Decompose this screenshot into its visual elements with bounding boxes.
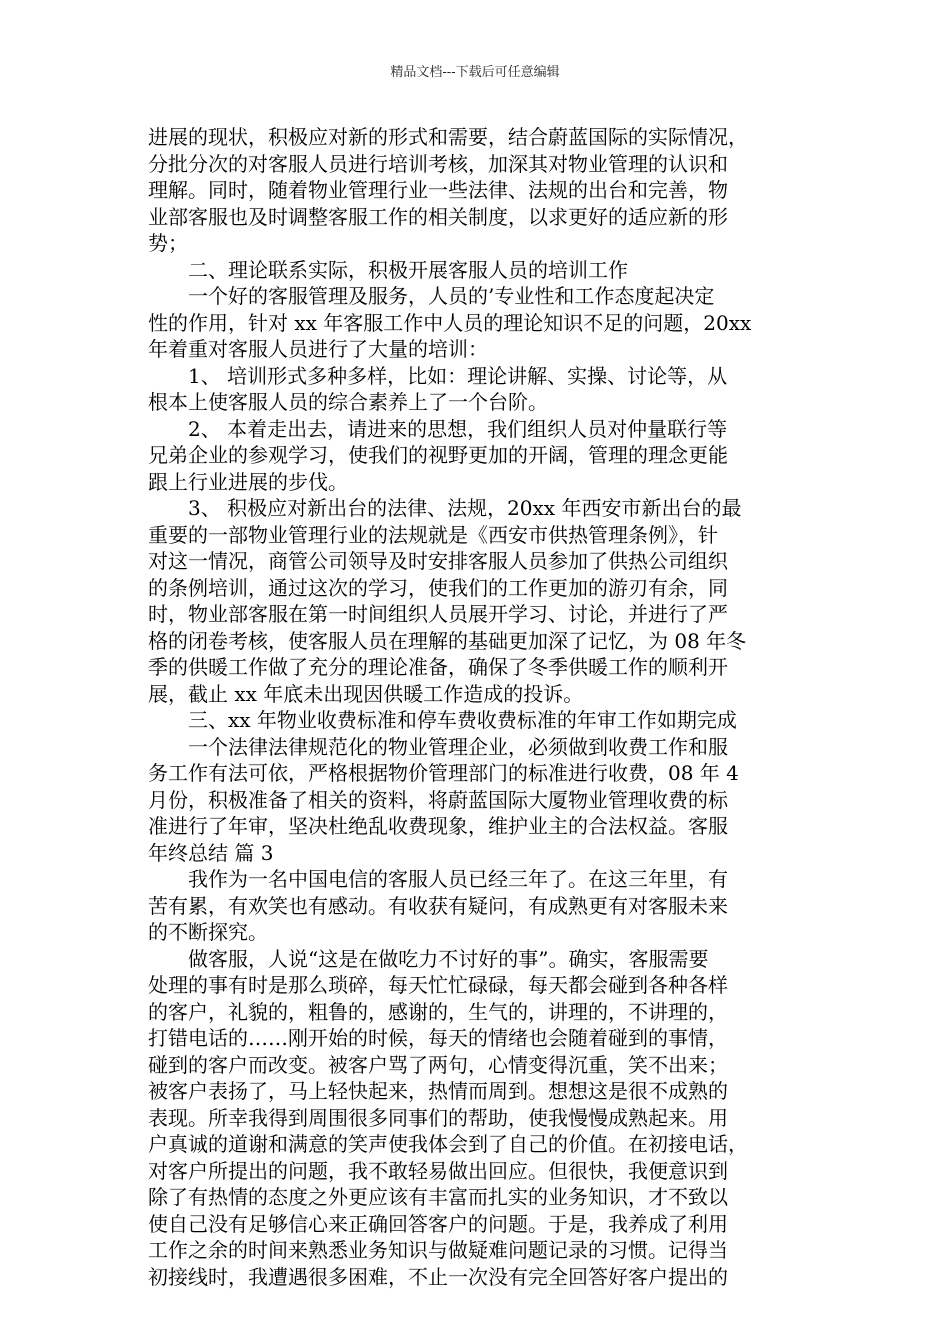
- text-line: 被客户表扬了，马上轻快起来，热情而周到。想想这是很不成熟的: [148, 1079, 728, 1103]
- text-line: 年着重对客服人员进行了大量的培训：: [148, 337, 488, 361]
- text-line: 除了有热情的态度之外更应该有丰富而扎实的业务知识，才不致以: [148, 1185, 728, 1209]
- text-line: 做客服，人说“这是在做吃力不讨好的事”。确实，客服需要: [188, 946, 709, 971]
- text-line: 碰到的客户而改变。被客户骂了两句，心情变得沉重，笑不出来；: [148, 1052, 728, 1077]
- text-line: 三、xx 年物业收费标准和停车费收费标准的年审工作如期完成: [188, 708, 737, 732]
- text-line: 二、理论联系实际，积极开展客服人员的培训工作: [188, 257, 628, 282]
- text-line: 业部客服也及时调整客服工作的相关制度，以求更好的适应新的形: [148, 204, 728, 229]
- page-header: 精品文档---下载后可任意编辑: [390, 65, 560, 80]
- text-line: 苦有累，有欢笑也有感动。有收获有疑问，有成熟更有对客服未来: [148, 893, 728, 918]
- text-line: 月份，积极准备了相关的资料，将蔚蓝国际大厦物业管理收费的标: [148, 787, 728, 812]
- text-line: 2、 本着走出去，请进来的思想，我们组织人员对仲量联行等: [188, 416, 728, 441]
- text-line: 户真诚的道谢和满意的笑声使我体会到了自己的价值。在初接电话，: [148, 1132, 748, 1156]
- text-line: 使自己没有足够信心来正确回答客户的问题。于是，我养成了利用: [148, 1211, 728, 1236]
- text-line: 的不断探究。: [148, 920, 268, 944]
- text-line: 处理的事有时是那么琐碎，每天忙忙碌碌，每天都会碰到各种各样: [148, 973, 728, 997]
- text-line: 打错电话的……刚开始的时候，每天的情绪也会随着碰到的事情，: [148, 1026, 728, 1050]
- text-line: 的客户，礼貌的，粗鲁的，感谢的，生气的，讲理的，不讲理的，: [148, 999, 728, 1024]
- text-line: 重要的一部物业管理行业的法规就是《西安市供热管理条例》，针: [148, 522, 718, 547]
- text-line: 初接线时，我遭遇很多困难，不止一次没有完全回答好客户提出的: [148, 1264, 728, 1289]
- text-line: 的条例培训，通过这次的学习，使我们的工作更加的游刃有余，同: [148, 575, 728, 600]
- text-line: 年终总结 篇 3: [148, 840, 274, 865]
- text-line: 根本上使客服人员的综合素养上了一个台阶。: [148, 390, 548, 414]
- text-line: 季的供暖工作做了充分的理论准备，确保了冬季供暖工作的顺利开: [148, 655, 728, 679]
- text-line: 理解。同时，随着物业管理行业一些法律、法规的出台和完善，物: [148, 178, 728, 202]
- text-line: 一个法律法律规范化的物业管理企业，必须做到收费工作和服: [188, 734, 728, 759]
- text-line: 务工作有法可依，严格根据物价管理部门的标准进行收费，08 年 4: [148, 761, 739, 785]
- text-line: 对这一情况，商管公司领导及时安排客服人员参加了供热公司组织: [148, 549, 728, 573]
- text-line: 时，物业部客服在第一时间组织人员展开学习、讨论，并进行了严: [148, 602, 728, 626]
- text-line: 3、 积极应对新出台的法律、法规，20xx 年西安市新出台的最: [188, 496, 742, 520]
- text-line: 表现。所幸我得到周围很多同事们的帮助，使我慢慢成熟起来。用: [148, 1105, 728, 1130]
- text-line: 展，截止 xx 年底未出现因供暖工作造成的投诉。: [148, 681, 584, 706]
- text-line: 工作之余的时间来熟悉业务知识与做疑难问题记录的习惯。记得当: [148, 1238, 728, 1262]
- text-line: 进展的现状，积极应对新的形式和需要，结合蔚蓝国际的实际情况，: [148, 125, 748, 149]
- text-line: 兄弟企业的参观学习，使我们的视野更加的开阔，管理的理念更能: [148, 443, 728, 467]
- text-line: 1、 培训形式多种多样，比如：理论讲解、实操、讨论等，从: [188, 363, 728, 388]
- text-line: 一个好的客服管理及服务，人员的’专业性和工作态度起决定: [188, 284, 715, 308]
- text-line: 准进行了年审，坚决杜绝乱收费现象，维护业主的合法权益。客服: [148, 814, 728, 838]
- text-line: 性的作用，针对 xx 年客服工作中人员的理论知识不足的问题，20xx: [148, 310, 752, 335]
- document-body: [148, 124, 808, 1290]
- text-line: 我作为一名中国电信的客服人员已经三年了。在这三年里，有: [188, 867, 728, 891]
- text-line: 分批分次的对客服人员进行培训考核，加深其对物业管理的认识和: [148, 151, 728, 176]
- text-line: 跟上行业进展的步伐。: [148, 469, 348, 494]
- text-line: 势；: [148, 231, 188, 255]
- text-line: 对客户所提出的问题，我不敢轻易做出回应。但很快，我便意识到: [148, 1158, 728, 1183]
- text-line: 格的闭卷考核，使客服人员在理解的基础更加深了记忆，为 08 年冬: [148, 628, 747, 653]
